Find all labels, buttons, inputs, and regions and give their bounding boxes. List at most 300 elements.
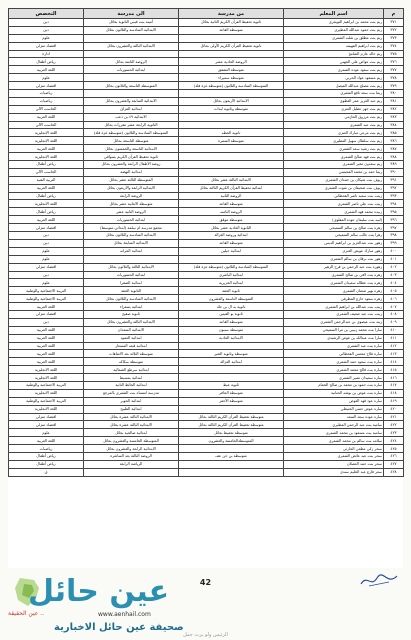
brand-name: عين حائل bbox=[28, 574, 170, 609]
specialization: اللغة الانجليزية bbox=[9, 129, 84, 137]
specialization: ادارة bbox=[9, 50, 84, 58]
to-school: الابتدائية السادسة والثلاثون بحائل bbox=[84, 26, 179, 34]
to-school: المتوسطة السادسة والثلاثون (متوسطة غزة فلة) bbox=[84, 129, 179, 137]
to-school: ابتدائية العمود bbox=[84, 334, 179, 342]
table-row bbox=[9, 303, 404, 311]
specialization: رياض أطفال bbox=[9, 452, 84, 460]
specialization: اللغة الانجليزية bbox=[9, 374, 84, 382]
from-school bbox=[179, 153, 284, 161]
to-school: الابتدائية الثالثة والعشرون بحائل bbox=[84, 42, 179, 50]
table-row bbox=[9, 263, 404, 271]
table-row bbox=[9, 184, 404, 192]
table-row bbox=[9, 358, 404, 366]
row-number: ٤٢١ bbox=[384, 413, 404, 421]
table-row bbox=[9, 437, 404, 445]
teacher-name: ساره بنت حمود بن محمد بن صالح الخمام bbox=[284, 381, 384, 389]
teacher-name: ساره بنت عوض بن بوشه الحنانية bbox=[284, 389, 384, 397]
from-school bbox=[179, 445, 284, 453]
to-school: روضة الأطفال الرابعة والعشرون بحائل bbox=[84, 161, 179, 169]
from-school bbox=[179, 374, 284, 382]
to-school: ابتدائية بسعراء bbox=[84, 303, 179, 311]
specialization: اقتصاد منزلي bbox=[9, 421, 84, 429]
row-number: ٤٠٨ bbox=[384, 310, 404, 318]
teacher-name: زهور مبارك عويض العنزي bbox=[284, 247, 384, 255]
teacher-name: ساره عوض حسن الحنيظي bbox=[284, 405, 384, 413]
table-row bbox=[9, 153, 404, 161]
row-number: ٣٩٣ bbox=[384, 192, 404, 200]
teacher-name: ريم بنت مصلح عبدالله الفيصل bbox=[284, 82, 384, 90]
from-school bbox=[179, 145, 284, 153]
row-number: ٣٩٨ bbox=[384, 232, 404, 240]
teacher-name: سارة فلاح محسن القحطاني bbox=[284, 350, 384, 358]
specialization: دين bbox=[9, 232, 84, 240]
specialization: اقتصاد منزلي bbox=[9, 82, 84, 90]
specialization: اقتصاد منزلي bbox=[9, 413, 84, 421]
table-row bbox=[9, 334, 404, 342]
row-number: ٤٢٨ bbox=[384, 468, 404, 476]
to-school: الروضة الثانية عشر bbox=[84, 208, 179, 216]
table-row bbox=[9, 74, 404, 82]
specialization: التربية الاجتماعية والوطنية bbox=[9, 381, 84, 389]
to-school: ابتدائية قيعه المسعار bbox=[84, 342, 179, 350]
from-school bbox=[179, 366, 284, 374]
footer-stamp-text: الرئيس ولو يرث جمل bbox=[183, 632, 228, 638]
from-school: متوسطة وثانوية التغير bbox=[179, 350, 284, 358]
from-school bbox=[179, 168, 284, 176]
teacher-name: زينب بنت سعيد ناصر القحطاني bbox=[284, 192, 384, 200]
to-school: ابتدائية الصقرا bbox=[84, 279, 179, 287]
teacher-name: زهرا بنت غالب سالم السميحي bbox=[284, 232, 384, 240]
to-school: متوسطة التاسعة بحائل bbox=[84, 137, 179, 145]
specialization: اقتصاد منزلي bbox=[9, 310, 84, 318]
specialization: اللغة الانجليزية bbox=[9, 137, 84, 145]
table-row bbox=[9, 366, 404, 374]
row-number: ٤٠٤ bbox=[384, 279, 404, 287]
table-row bbox=[9, 350, 404, 358]
row-number: ٤١٢ bbox=[384, 342, 404, 350]
from-school bbox=[179, 460, 284, 468]
row-number: ٤١١ bbox=[384, 334, 404, 342]
table-row bbox=[9, 247, 404, 255]
teacher-name: سعر فارع عبد الحليم سندي bbox=[284, 468, 384, 476]
specialization: اللغة العربية bbox=[9, 358, 84, 366]
header-num: م bbox=[384, 9, 404, 19]
specialization: التربية الاجتماعية والوطنية bbox=[9, 295, 84, 303]
table-row bbox=[9, 58, 404, 66]
table-row bbox=[9, 113, 404, 121]
header-name: اسم المعلم bbox=[284, 9, 384, 19]
to-school: متوسطة سكاكه bbox=[84, 358, 179, 366]
teacher-name: سارا بنت محمد زنيبي بن مرا السميحي bbox=[284, 326, 384, 334]
specialization: ق bbox=[9, 468, 84, 476]
teacher-name: ريم بنت سلطان سهيل المطيري bbox=[284, 137, 384, 145]
to-school bbox=[84, 468, 179, 476]
to-school: الثانوية الحفة bbox=[84, 287, 179, 295]
teacher-name: ريم بنت عواض علي الجهني bbox=[284, 58, 384, 66]
row-number: ٣٩٠ bbox=[384, 168, 404, 176]
to-school bbox=[84, 74, 179, 82]
from-school: متوسطة القاعد bbox=[179, 200, 284, 208]
row-number: ٣٨٤ bbox=[384, 121, 404, 129]
table-row bbox=[9, 137, 404, 145]
from-school bbox=[179, 121, 284, 129]
to-school: الروضة الثالثة بعد الساشرة bbox=[84, 452, 179, 460]
teacher-name: ريوف بنت ضحيفان بن متوت الشمري bbox=[284, 184, 384, 192]
to-school: مجمع مدرسة ام سلمة (ابتدائي-متوسط) bbox=[84, 224, 179, 232]
row-number: ٣٨٥ bbox=[384, 129, 404, 137]
header-to-school: الى مدرسة bbox=[84, 9, 179, 19]
row-number: ٣٧٨ bbox=[384, 74, 404, 82]
from-school: متوسطة السمرة bbox=[179, 137, 284, 145]
table-row bbox=[9, 145, 404, 153]
teacher-name: سلامه بنت سالم بن محمد الشمري bbox=[284, 437, 384, 445]
teacher-name: زبيده محمد فهد الشمري bbox=[284, 208, 384, 216]
header-from-school: من مدرسة bbox=[179, 9, 284, 19]
from-school bbox=[179, 34, 284, 42]
teacher-name: ريم بنت فهد صالح الشمري bbox=[284, 153, 384, 161]
to-school: الابتدائية السابعة بحائل bbox=[84, 239, 179, 247]
table-row bbox=[9, 318, 404, 326]
table-body bbox=[9, 19, 404, 477]
table-row bbox=[9, 413, 404, 421]
to-school: الثانوية الرابعة عشر مقررات بحائل bbox=[84, 121, 179, 129]
table-row bbox=[9, 176, 404, 184]
teacher-name: سارة بنت عيد الشمري bbox=[284, 342, 384, 350]
teacher-name: ريما حمد بن محمد المحيسن bbox=[284, 168, 384, 176]
specialization: اقتصاد منزلي bbox=[9, 224, 84, 232]
table-row bbox=[9, 121, 404, 129]
row-number: ٣٩٩ bbox=[384, 239, 404, 247]
table-row bbox=[9, 216, 404, 224]
row-number: ٤٠٣ bbox=[384, 271, 404, 279]
teacher-name: ريم عبد العزيز عمر العطوي bbox=[284, 97, 384, 105]
specialization: التربية الفنية bbox=[9, 176, 84, 184]
row-number: ٣٨٩ bbox=[384, 161, 404, 169]
from-school: متوسطة التشقق bbox=[179, 66, 284, 74]
table-row bbox=[9, 271, 404, 279]
from-school: ثانوية تحفيظ القرآن الكريم الأولى بحائل bbox=[179, 42, 284, 50]
row-number: ٣٩٧ bbox=[384, 224, 404, 232]
to-school: الابتدائية الثالثة والثلاثون بحائل bbox=[84, 263, 179, 271]
teacher-name: زهور بنت عبدالعزيز بن ابراهيم الدبس bbox=[284, 239, 384, 247]
specialization: الحاسب الآلي bbox=[9, 121, 84, 129]
table-row bbox=[9, 310, 404, 318]
to-school: الرياضة الرابعة bbox=[84, 460, 179, 468]
row-number: ٣٩١ bbox=[384, 176, 404, 184]
row-number: ٣٧٤ bbox=[384, 42, 404, 50]
teacher-name: زهره سعود حازع المطرفي bbox=[284, 295, 384, 303]
table-row bbox=[9, 239, 404, 247]
from-school: ثانوية الخطه bbox=[179, 129, 284, 137]
row-number: ٣٩٢ bbox=[384, 184, 404, 192]
row-number: ٤١٣ bbox=[384, 350, 404, 358]
teacher-name: سارا بنت عبدالله بن عوض الرشيدي bbox=[284, 334, 384, 342]
from-school: ثانوية بو القيتين bbox=[179, 310, 284, 318]
teacher-name: ريم بنت عيد الشمري bbox=[284, 121, 384, 129]
to-school: ابتدائية الحسوريات bbox=[84, 216, 179, 224]
from-school: المتوسطة التاسعة والعشرون bbox=[179, 295, 284, 303]
row-number: ٤٢٦ bbox=[384, 452, 404, 460]
row-number: ٤١٩ bbox=[384, 397, 404, 405]
specialization: اللغة العربية bbox=[9, 342, 84, 350]
teacher-name: ريم سعدون مغير الشمري bbox=[284, 161, 384, 169]
row-number: ٣٧١ bbox=[384, 19, 404, 27]
to-school: الابتدائية السادسة والثلاثون بحائل bbox=[84, 232, 179, 240]
teacher-name: ريوف بنت شيكان بن حمدان الشمري bbox=[284, 176, 384, 184]
to-school: الابتدائية الثالثة عشرة بحائل bbox=[84, 421, 179, 429]
teacher-name: ساره سعيدان نصير الشمري bbox=[284, 374, 384, 382]
teacher-name: ريم بنت مطلق بن شلبه الشمري bbox=[284, 34, 384, 42]
table-row bbox=[9, 460, 404, 468]
from-school: متوسطة سميراء bbox=[179, 74, 284, 82]
table-row bbox=[9, 66, 404, 74]
from-school: الابتدائية الأربعون بحائل bbox=[179, 97, 284, 105]
row-number: ٤١٧ bbox=[384, 381, 404, 389]
specialization: رياض أطفال bbox=[9, 161, 84, 169]
from-school bbox=[179, 161, 284, 169]
header-specialization: التخصص bbox=[9, 9, 84, 19]
specialization: اللغة العربية bbox=[9, 326, 84, 334]
from-school: متوسطة الحافر bbox=[179, 389, 284, 397]
row-number: ٤٢٢ bbox=[384, 421, 404, 429]
footer-watermark bbox=[0, 568, 411, 640]
teacher-name: زهور بنت برقان بن سالم الشمري bbox=[284, 255, 384, 263]
from-school bbox=[179, 405, 284, 413]
from-school: الروضة الثامنه bbox=[179, 208, 284, 216]
row-number: ٤١٤ bbox=[384, 358, 404, 366]
table-row bbox=[9, 82, 404, 90]
specialization: اللغة العربية bbox=[9, 184, 84, 192]
from-school: ابتدائية الباشري bbox=[179, 271, 284, 279]
specialization: الحاسب الآلي bbox=[9, 105, 84, 113]
table-row bbox=[9, 34, 404, 42]
row-number: ٤٢٠ bbox=[384, 405, 404, 413]
to-school: مدرسة امسناه بنت الشمري بالمرجع bbox=[84, 389, 179, 397]
from-school: ابتدائية تحفيظ القرآن الكريم الثالثة بحائل bbox=[179, 184, 284, 192]
specialization: علوم bbox=[9, 34, 84, 42]
table-row bbox=[9, 468, 404, 476]
table-row bbox=[9, 161, 404, 169]
from-school: متوسطة سنبون bbox=[179, 326, 284, 334]
row-number: ٤٠٧ bbox=[384, 303, 404, 311]
teacher-name: ريم بنت ابراهيم القهيمه bbox=[284, 42, 384, 50]
table-row bbox=[9, 374, 404, 382]
to-school bbox=[84, 50, 179, 58]
row-number: ٤١٦ bbox=[384, 374, 404, 382]
table-row bbox=[9, 192, 404, 200]
teacher-name: سحر زكي مطعي الحارثي bbox=[284, 445, 384, 453]
to-school: الروضة الرابعة bbox=[84, 192, 179, 200]
from-school: الابتدائية الحادية bbox=[179, 334, 284, 342]
to-school: المتوسطة الثالثة عشر بحائل bbox=[84, 176, 179, 184]
to-school: متوسطة الثلاثة بعد الامتاهات bbox=[84, 350, 179, 358]
from-school: ابتدائية وروضة الغزالة bbox=[179, 232, 284, 240]
specialization: اللغة الانجليزية bbox=[9, 200, 84, 208]
row-number: ٤٢٤ bbox=[384, 437, 404, 445]
teacher-name: سحر بنت عيد عائض الشمري bbox=[284, 452, 384, 460]
teacher-name: زهره بنت عطاله سعيدان الشمري bbox=[284, 279, 384, 287]
teacher-name: سامية بنت عبد الرحمن المطيري bbox=[284, 421, 384, 429]
from-school: متوسطة القاعد bbox=[179, 26, 284, 34]
teacher-name: ريم بنت مرعي مبارك العنزي bbox=[284, 129, 384, 137]
table-row bbox=[9, 200, 404, 208]
row-number: ٤٠٢ bbox=[384, 263, 404, 271]
table-row bbox=[9, 105, 404, 113]
table-row bbox=[9, 429, 404, 437]
specialization: رياضيات bbox=[9, 445, 84, 453]
teacher-name: (ليبه بنت سليمان عوده المفلوي) bbox=[284, 216, 384, 224]
specialization: رياض أطفال bbox=[9, 192, 84, 200]
teacher-name: زهره نهير صعنان الشمري bbox=[284, 287, 384, 295]
teacher-name: زهره بنت لافي بن صالح الشمري bbox=[284, 271, 384, 279]
specialization: اقتصاد منزلي bbox=[9, 42, 84, 50]
row-number: ٣٧٩ bbox=[384, 82, 404, 90]
to-school: الابتدائية الرابعة والأربعون بحائل bbox=[84, 184, 179, 192]
to-school bbox=[84, 90, 179, 98]
table-row bbox=[9, 326, 404, 334]
row-number: ٣٨٣ bbox=[384, 113, 404, 121]
teacher-name: ريم بنت حمود عبدالله المطيري bbox=[284, 26, 384, 34]
to-school: المتوسطة التاسعة والثلاثون بحائل bbox=[84, 82, 179, 90]
page-number: 42 bbox=[199, 578, 212, 587]
row-number: ٤٢٣ bbox=[384, 429, 404, 437]
specialization: رياض أطفال bbox=[9, 208, 84, 216]
specialization: اللغة العربية bbox=[9, 350, 84, 358]
from-school: ثانوية عيط bbox=[179, 381, 284, 389]
teacher-name: ريم بنت سعود عوده الشمري bbox=[284, 66, 384, 74]
table-row bbox=[9, 168, 404, 176]
from-school: متوسطة بن جن عف bbox=[179, 452, 284, 460]
specialization: التربية الاجتماعية والوطنية bbox=[9, 287, 84, 295]
row-number: ٣٧٣ bbox=[384, 34, 404, 42]
to-school: ابتدائية الطبيح bbox=[84, 405, 179, 413]
table-row bbox=[9, 26, 404, 34]
row-number: ٤١٨ bbox=[384, 389, 404, 397]
from-school: ابتدائية الغزالة bbox=[179, 358, 284, 366]
from-school: الثانوية الحادية عشر بحائل bbox=[179, 224, 284, 232]
to-school: ابتدائية سرطع الشمالية bbox=[84, 366, 179, 374]
from-school: متوسطة وثانوية لبدات bbox=[179, 105, 284, 113]
row-number: ٣٨٧ bbox=[384, 145, 404, 153]
row-number: ٤٢٥ bbox=[384, 445, 404, 453]
to-school: ابتدائية الحوير bbox=[84, 397, 179, 405]
specialization: اللغة الانجليزية bbox=[9, 366, 84, 374]
teacher-name: ساره عوذ قهد العوض bbox=[284, 397, 384, 405]
table-row bbox=[9, 397, 404, 405]
to-school: ابتدائية الحسوريات bbox=[84, 271, 179, 279]
row-number: ٣٨٢ bbox=[384, 105, 404, 113]
table-row bbox=[9, 232, 404, 240]
to-school: أمينة بنت قيس الثانوية بحائل bbox=[84, 19, 179, 27]
row-number: ٣٧٢ bbox=[384, 26, 404, 34]
teacher-name: ريم بنت جهز عطيل العنزي bbox=[284, 105, 384, 113]
table-row bbox=[9, 381, 404, 389]
table-row bbox=[9, 287, 404, 295]
from-school: الروضة الثانية bbox=[179, 192, 284, 200]
from-school bbox=[179, 468, 284, 476]
to-school: الابتدائية ٤٩ بن ذعب bbox=[84, 113, 179, 121]
table-header-row bbox=[9, 9, 404, 19]
specialization: اللغة الانجليزية bbox=[9, 389, 84, 397]
specialization: اللغة العربية bbox=[9, 66, 84, 74]
teacher-name: زينب بنت علي ناصر الشمري bbox=[284, 200, 384, 208]
from-school: المتوسطة السادسة والثلاثون (متوسطة غزة فلة) bbox=[179, 82, 284, 90]
to-school: ابتدائية النهضة bbox=[84, 168, 179, 176]
teacher-name: سارة بنت فالح محمد الشمري bbox=[284, 366, 384, 374]
row-number: ٣٨٠ bbox=[384, 90, 404, 98]
table-row bbox=[9, 405, 404, 413]
teacher-name: ساره عوده سعد السعد bbox=[284, 413, 384, 421]
specialization: رياض أطفال bbox=[9, 460, 84, 468]
to-school: ابتدائية الحسوريات bbox=[84, 66, 179, 74]
from-school: ابتدائية الخزيرية bbox=[179, 279, 284, 287]
from-school: متوسطة القاعد bbox=[179, 239, 284, 247]
to-school: ثانوية تحفيظ القرآن الكريم بسواقي bbox=[84, 153, 179, 161]
to-school bbox=[84, 255, 179, 263]
specialization: اللغة العربية bbox=[9, 216, 84, 224]
table-row bbox=[9, 50, 404, 58]
to-school: ابتدائية بمسيط bbox=[84, 374, 179, 382]
from-school bbox=[179, 90, 284, 98]
table-row bbox=[9, 445, 404, 453]
teacher-name: سامية بنت مسعود بن محمد الشمري bbox=[284, 429, 384, 437]
to-school: الابتدائية السابعة والعشرون بحائل bbox=[84, 97, 179, 105]
to-school: ابتدائية صالحية بحائل bbox=[84, 429, 179, 437]
teacher-name: ريم بنت محمد بن ابراهيم التويجري bbox=[284, 19, 384, 27]
table-row bbox=[9, 208, 404, 216]
row-number: ٣٨٦ bbox=[384, 137, 404, 145]
to-school: الابتدائية الرابعة والعشرون بحائل bbox=[84, 445, 179, 453]
row-number: ٣٧٦ bbox=[384, 58, 404, 66]
teacher-name: ريم بنت مرزوق الحازمي bbox=[284, 113, 384, 121]
specialization: علوم bbox=[9, 247, 84, 255]
specialization: علوم bbox=[9, 74, 84, 82]
specialization: دين bbox=[9, 271, 84, 279]
specialization: التربية الاجتماعية والوطنية bbox=[9, 397, 84, 405]
teacher-name: زينب بنت عبدالله بن ابراهيم الشمري bbox=[284, 303, 384, 311]
from-school: ثانوية الحفة bbox=[179, 287, 284, 295]
specialization: اللغة العربية bbox=[9, 334, 84, 342]
to-school: الابتدائية الثالثة عشرة بحائل bbox=[84, 413, 179, 421]
specialization: رياضيات bbox=[9, 97, 84, 105]
specialization: اللغة الانجليزية bbox=[9, 405, 84, 413]
from-school: الروضة الحادية عشر bbox=[179, 58, 284, 66]
teacher-name: زهوره بنت عبد الرحمن بن فرح الزهير bbox=[284, 263, 384, 271]
row-number: ٤٠٥ bbox=[384, 287, 404, 295]
to-school: ابتدائية المزاق bbox=[84, 105, 179, 113]
row-number: ٣٩٦ bbox=[384, 216, 404, 224]
to-school: الروضة الثامنة بحائل bbox=[84, 58, 179, 66]
table-row bbox=[9, 389, 404, 397]
specialization: دين bbox=[9, 26, 84, 34]
to-school: الابتدائية الثالثة والعشرون بحائل bbox=[84, 318, 179, 326]
from-school: متوسطة تحفيظ بحائل bbox=[179, 429, 284, 437]
specialization: دين bbox=[9, 318, 84, 326]
row-number: ٤٢٧ bbox=[384, 460, 404, 468]
from-school: متوسطة موقق bbox=[179, 216, 284, 224]
to-school bbox=[84, 34, 179, 42]
table-row bbox=[9, 224, 404, 232]
specialization: اللغة العربية bbox=[9, 437, 84, 445]
teacher-name: زينه بنت عيضوي بن عبدالرحمن الشمري bbox=[284, 318, 384, 326]
row-number: ٤١٠ bbox=[384, 326, 404, 334]
teacher-name: سحر بنت حمد العصلان bbox=[284, 460, 384, 468]
teacher-name: ريما بنت سعد نافع الشمري bbox=[284, 90, 384, 98]
table-row bbox=[9, 97, 404, 105]
aenhail-logo bbox=[6, 574, 266, 636]
table-row bbox=[9, 295, 404, 303]
specialization: دين bbox=[9, 239, 84, 247]
